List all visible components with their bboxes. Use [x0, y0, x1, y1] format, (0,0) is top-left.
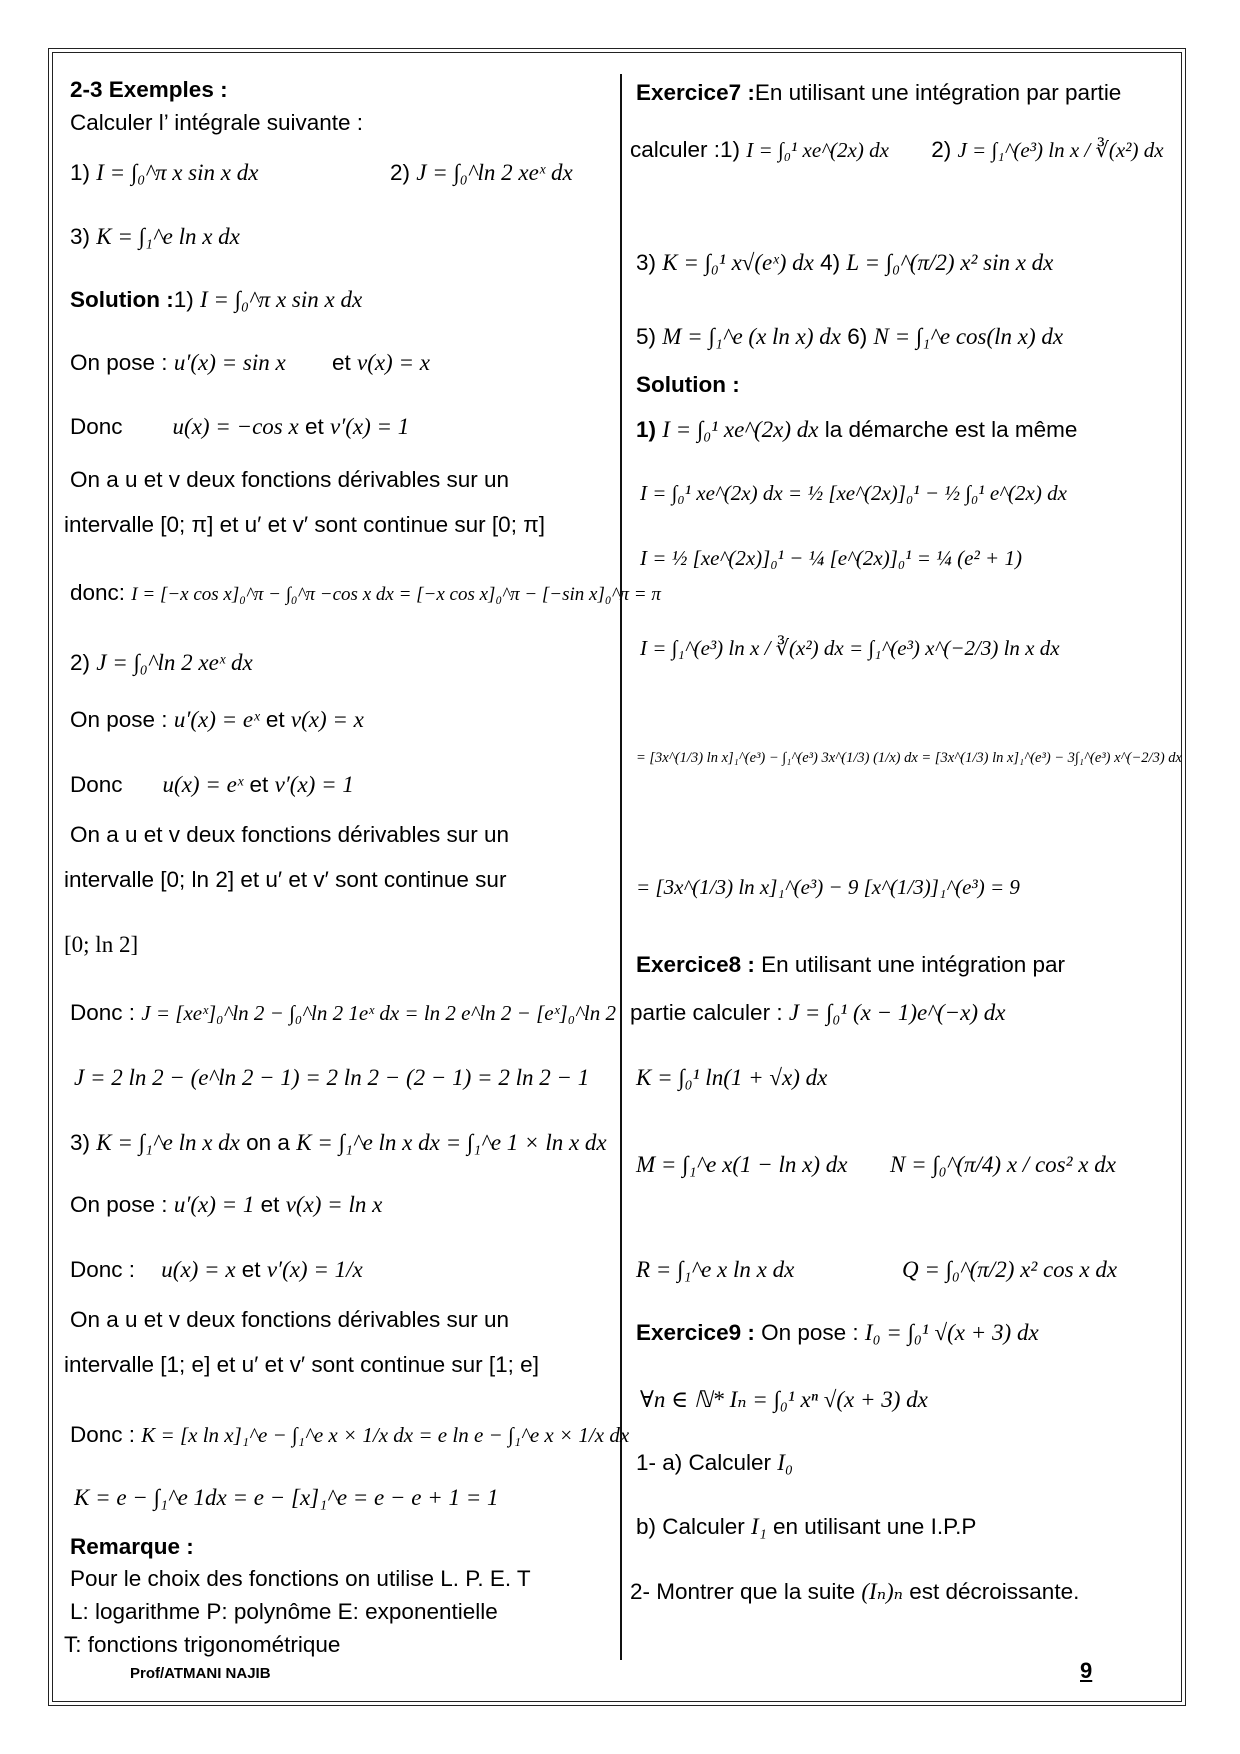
sol3-result-b: K = e − ∫₁^e 1dx = e − [x]₁^e = e − e + 1 = 1	[74, 1485, 499, 1510]
sol1-text-b: intervalle [0; π] et u′ et v′ sont continue sur [0; π]	[64, 512, 545, 537]
sol2-pose: On pose : u′(x) = eˣ et v(x) = x	[70, 707, 364, 732]
ex7-sol-line-5: = [3x^(1/3) ln x]₁^(e³) − 9 [x^(1/3)]₁^(e³) = 9	[636, 875, 1020, 899]
remark-heading: Remarque :	[70, 1534, 194, 1559]
exercise9-question-1a: 1- a) Calculer I₀	[636, 1450, 793, 1475]
sol2-text-a: On a u et v deux fonctions dérivables sur un	[70, 822, 510, 847]
example-2: 2) J = ∫₀^ln 2 xeˣ dx	[390, 160, 573, 185]
sol3-text-b: intervalle [1; e] et u′ et v′ sont continue sur [1; e]	[64, 1352, 539, 1377]
ex7-sol-line-1: I = ∫₀¹ xe^(2x) dx = ½ [xe^(2x)]₀¹ − ½ ∫₀¹ e^(2x) dx	[640, 481, 1067, 505]
sol1-result: donc: I = [−x cos x]₀^π − ∫₀^π −cos x dx = [−x cos x]₀^π − [−sin x]₀^π = π	[70, 580, 661, 605]
exercise7-items-1-2: calculer :1) I = ∫₀¹ xe^(2x) dx 2) J = ∫₁^(e³) ln x / ∛(x²) dx	[630, 137, 1164, 162]
footer-author: Prof/ATMANI NAJIB	[130, 1665, 271, 1682]
sol3-result-a: Donc : K = [x ln x]₁^e − ∫₁^e x × 1/x dx = e ln e − ∫₁^e x × 1/x dx	[70, 1422, 630, 1447]
solution-2-heading: 2) J = ∫₀^ln 2 xeˣ dx	[70, 650, 253, 675]
exercise9-heading: Exercice9 : On pose : I₀ = ∫₀¹ √(x + 3) dx	[636, 1320, 1039, 1345]
exercise8-R: R = ∫₁^e x ln x dx	[636, 1257, 795, 1282]
remark-text-3: T: fonctions trigonométrique	[64, 1632, 341, 1657]
sol2-text-b: intervalle [0; ln 2] et u′ et v′ sont continue sur	[64, 867, 507, 892]
sol2-interval: [0; ln 2]	[64, 932, 139, 957]
sol1-pose: On pose : u′(x) = sin x et v(x) = x	[70, 350, 430, 375]
exercise9-In: ∀n ∈ ℕ* Iₙ = ∫₀¹ xⁿ √(x + 3) dx	[640, 1387, 928, 1412]
section-heading: 2-3 Exemples :	[70, 77, 228, 102]
exercise9-question-2: 2- Montrer que la suite (Iₙ)ₙ est décroissante.	[630, 1579, 1080, 1604]
page-number: 9	[1080, 1658, 1093, 1683]
sol2-result-b: J = 2 ln 2 − (e^ln 2 − 1) = 2 ln 2 − (2 − 1) = 2 ln 2 − 1	[74, 1065, 590, 1090]
exercise8-Q: Q = ∫₀^(π/2) x² cos x dx	[902, 1257, 1118, 1282]
solution-1-heading: Solution :1) I = ∫₀^π x sin x dx	[70, 287, 363, 312]
sol2-result-a: Donc : J = [xeˣ]₀^ln 2 − ∫₀^ln 2 1eˣ dx = ln 2 e^ln 2 − [eˣ]₀^ln 2	[70, 1000, 616, 1025]
sol3-text-a: On a u et v deux fonctions dérivables sur un	[70, 1307, 510, 1332]
ex7-sol-line-2: I = ½ [xe^(2x)]₀¹ − ¼ [e^(2x)]₀¹ = ¼ (e² + 1)	[640, 546, 1022, 570]
exercise7-heading: Exercice7 :En utilisant une intégration par partie	[636, 80, 1122, 105]
exercise8-M-N: M = ∫₁^e x(1 − ln x) dx	[636, 1152, 848, 1177]
exercise7-solution-heading: Solution :	[636, 372, 740, 397]
example-3: 3) K = ∫₁^e ln x dx	[70, 224, 240, 249]
exercise9-question-1b: b) Calculer I₁ en utilisant une I.P.P	[636, 1514, 977, 1539]
exercise8-N: N = ∫₀^(π/4) x / cos² x dx	[890, 1152, 1116, 1177]
ex7-sol-1: 1) I = ∫₀¹ xe^(2x) dx la démarche est la même	[636, 417, 1078, 442]
exercise8-J: partie calculer : J = ∫₀¹ (x − 1)e^(−x) dx	[630, 1000, 1006, 1025]
remark-text-2: L: logarithme P: polynôme E: exponentielle	[70, 1599, 498, 1624]
instruction-text: Calculer l’ intégrale suivante :	[70, 110, 364, 135]
remark-text-1: Pour le choix des fonctions on utilise L. P. E. T	[70, 1566, 531, 1591]
exercise8-heading: Exercice8 : En utilisant une intégration par	[636, 952, 1066, 977]
ex7-sol-line-4: = [3x^(1/3) ln x]₁^(e³) − ∫₁^(e³) 3x^(1/3) (1/x) dx = [3x^(1/3) ln x]₁^(e³) − 3∫₁^(e³) x^(−2/3) dx	[636, 750, 1182, 766]
solution-3-heading: 3) K = ∫₁^e ln x dx on a K = ∫₁^e ln x dx = ∫₁^e 1 × ln x dx	[70, 1130, 607, 1155]
example-1: 1) I = ∫₀^π x sin x dx	[70, 160, 259, 185]
exercise8-K: K = ∫₀¹ ln(1 + √x) dx	[636, 1065, 828, 1090]
sol2-donc: Donc u(x) = eˣ et v′(x) = 1	[70, 772, 354, 797]
sol1-text-a: On a u et v deux fonctions dérivables sur un	[70, 467, 510, 492]
exercise7-items-5-6: 5) M = ∫₁^e (x ln x) dx 6) N = ∫₁^e cos(ln x) dx	[636, 324, 1064, 349]
sol3-pose: On pose : u′(x) = 1 et v(x) = ln x	[70, 1192, 383, 1217]
ex7-sol-line-3: I = ∫₁^(e³) ln x / ∛(x²) dx = ∫₁^(e³) x^(−2/3) ln x dx	[640, 636, 1060, 660]
sol3-donc: Donc : u(x) = x et v′(x) = 1/x	[70, 1257, 363, 1282]
exercise7-items-3-4: 3) K = ∫₀¹ x√(eˣ) dx 4) L = ∫₀^(π/2) x² sin x dx	[636, 250, 1054, 275]
sol1-donc: Donc u(x) = −cos x et v′(x) = 1	[70, 414, 410, 439]
